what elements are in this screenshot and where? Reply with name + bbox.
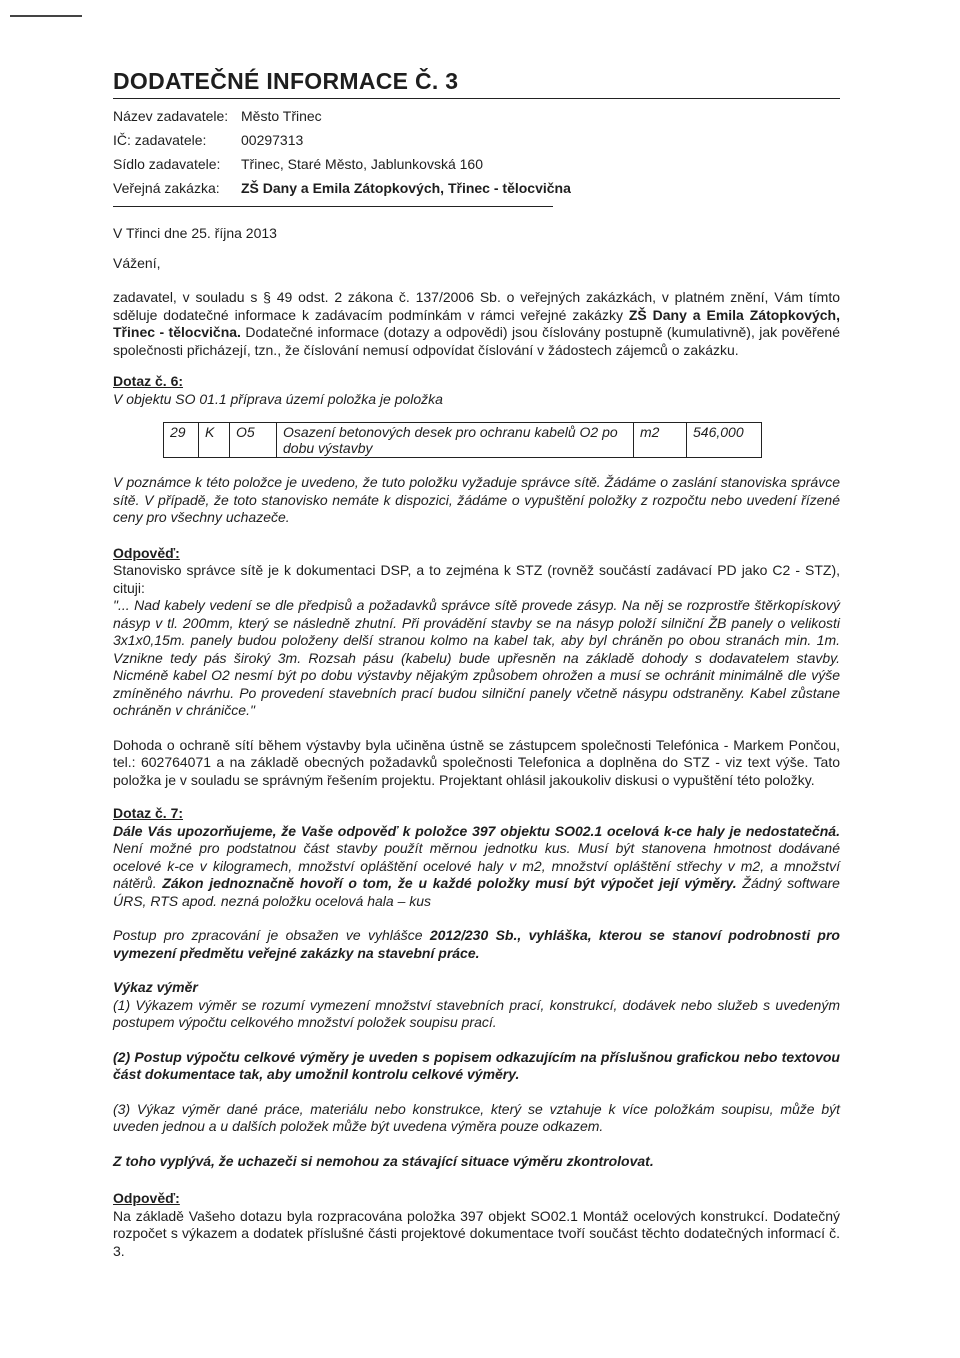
intro-text: zadavatel, v souladu s § 49 odst. 2 zákona č. 137/2006 Sb. o veřejných zakázkách, v platném znění, Vám tímto sděluje dodatečné informace k zadávacím podmínkám v rámci veřejné zakázky <box>113 289 840 323</box>
item-number: 29 <box>164 423 199 458</box>
item-quantity: 546,000 <box>687 423 762 458</box>
question-7-text-2: Žádný software ÚRS, RTS apod. nezná položku ocelová hala – kus <box>113 875 840 909</box>
field-contracting-seat <box>113 156 840 172</box>
budget-item-table <box>163 422 762 458</box>
scan-mark <box>10 15 82 17</box>
regulation-emphasis: 2012/230 Sb., vyhláška, kterou se stanoví podrobnosti pro vymezení předmětu veřejné zakázky na stavební práce. <box>113 927 840 961</box>
question-7-emphasis: Dále Vás upozorňujeme, že Vaše odpověď k položce 397 objektu SO02.1 ocelová k-ce haly je nedostatečná. <box>113 822 840 839</box>
question-7-paragraph <box>113 823 840 911</box>
answer-6-text: Dohoda o ochraně sítí během výstavby byla učiněna ústně se zástupcem společnosti Telefónica - Markem Pončou, tel.: 602764071 a na základě obecných požadavků společnosti Telefonica a doplněna do STZ - viz text výše. Tato položka je v souladu se správným řešením projektu. Projektant ohlásil jakoukoliv diskusi o vypuštění této položky. <box>113 736 840 788</box>
question-6-heading: Dotaz č. 6: <box>113 373 184 389</box>
field-label: Sídlo zadavatele: <box>113 156 221 172</box>
item-unit: m2 <box>634 423 687 458</box>
vykaz-heading: Výkaz výměr <box>113 979 198 995</box>
field-value: ZŠ Dany a Emila Zátopkových, Třinec - tělocvična <box>241 180 571 196</box>
field-label: IČ: zadavatele: <box>113 132 207 148</box>
question-6-note: V poznámce k této položce je uvedeno, že tuto položku vyžaduje správce sítě. Žádáme o zaslání stanoviska správce sítě. V případě, že toto stanovisko nemáte k dispozici, žádáme o vypuštění položky z rozpočtu nebo uvedení řízené ceny pro všechny uchazeče. <box>113 474 840 525</box>
item-type: K <box>199 423 230 458</box>
field-value: Město Třinec <box>241 108 322 124</box>
question-7-text: Není možné pro podstatnou část stavby použít měrnou jednotku kus. Musí být stanovena hmotnost dodávané ocelové k-ce v kilogramech, množství opláštění ocelové haly v m2, množství opláštění střechy v m2, a množství nátěrů. <box>113 840 840 891</box>
item-description: Osazení betonových desek pro ochranu kabelů O2 po dobu výstavby <box>277 423 634 458</box>
field-label: Veřejná zakázka: <box>113 180 220 196</box>
question-6-line: V objektu SO 01.1 příprava území položka je položka <box>113 390 443 407</box>
question-7-conclusion: Z toho vyplývá, že uchazeči si nemohou za stávající situace výměru zkontrolovat. <box>113 1152 654 1169</box>
item-code: O5 <box>230 423 277 458</box>
regulation-text: Postup pro zpracování je obsažen ve vyhlášce <box>113 927 430 943</box>
question-7-heading: Dotaz č. 7: <box>113 805 184 821</box>
vykaz-point-3: (3) Výkaz výměr dané práce, materiálu nebo konstrukce, který se vztahuje k více položkám soupisu, může být uveden jednou a u dalších položek může být uvedena výměra pouze odkazem. <box>113 1100 840 1134</box>
field-contracting-id <box>113 132 840 148</box>
answer-6-quote: "... Nad kabely vedení se dle předpisů a požadavků správce sítě provede zásyp. Na něj se rozprostře štěrkopískový násyp v tl. 200mm, který se následně zhutní. Při provádění stavby se na násyp položí silniční ŽB panely o velikosti 3x1x0,15m. panely budou položeny delší stranou kolmo na kabel tak, aby byl chráněn po obou stranách min. 1m. Vznikne tedy pás široký 3m. Rozsah pásu (kabelu) bude upřesněn na základě dohody s dodavatelem stavby. Nicméně kabel O2 nesmí být po dobu výstavby nějakým způsobem ohrožen a musí se ochránit minimálně dle výše zmíněného návrhu. Po provedení stavebních prací budou silniční panely včetně násypu odstraněny. Kabel zůstane ochráněn v chráničce." <box>113 597 840 718</box>
field-value: Třinec, Staré Město, Jablunkovská 160 <box>241 156 484 172</box>
vykaz-point-1: (1) Výkazem výměr se rozumí vymezení množství stavebních prací, konstrukcí, dodávek nebo služeb s uvedeným postupem výpočtu celkového množství položek soupisu prací. <box>113 996 840 1030</box>
answer-7-heading: Odpověď: <box>113 1190 180 1206</box>
intro-contract-name: ZŠ Dany a Emila Zátopkových, Třinec - tělocvična. <box>113 306 840 340</box>
field-public-contract <box>113 180 840 196</box>
vykaz-point-2: (2) Postup výpočtu celkové výměry je uveden s popisem odkazujícím na příslušnou grafickou nebo textovou část dokumentace tak, aby umožnil kontrolu celkové výměry. <box>113 1048 840 1082</box>
field-value: 00297313 <box>241 132 304 148</box>
answer-6-intro: Stanovisko správce sítě je k dokumentaci DSP, a to zejména k STZ (rovněž součástí zadávací PD jako C2 - STZ), cituji: <box>113 562 840 596</box>
intro-text-2: Dodatečné informace (dotazy a odpovědi) jsou číslovány postupně (kumulativně), jak pověřené společnosti přicházejí, tzn., že číslování nemusí odpovídat číslování v žádostech zájemců o zakázku. <box>113 324 841 358</box>
intro-paragraph <box>113 289 840 359</box>
date-line: V Třinci dne 25. října 2013 <box>113 225 277 241</box>
answer-6-heading: Odpověď: <box>113 544 180 561</box>
field-contracting-name <box>113 108 840 124</box>
answer-7-text: Na základě Vašeho dotazu byla rozpracována položka 397 objekt SO02.1 Montáž ocelových konstrukcí. Dodatečný rozpočet s výkazem a dodatek příslušné části projektové dokumentace tvoří součást těchto dodatečných informací č. 3. <box>113 1207 840 1259</box>
document-title: DODATEČNÉ INFORMACE Č. 3 <box>113 68 840 99</box>
document-content <box>113 68 840 1260</box>
field-label: Název zadavatele: <box>113 108 229 124</box>
table-row <box>164 423 762 458</box>
question-7-emphasis-2: Zákon jednoznačně hovoří o tom, že u každé položky musí být výpočet její výměry. <box>162 875 737 891</box>
question-7-regulation <box>113 927 840 962</box>
salutation: Vážení, <box>113 254 161 271</box>
